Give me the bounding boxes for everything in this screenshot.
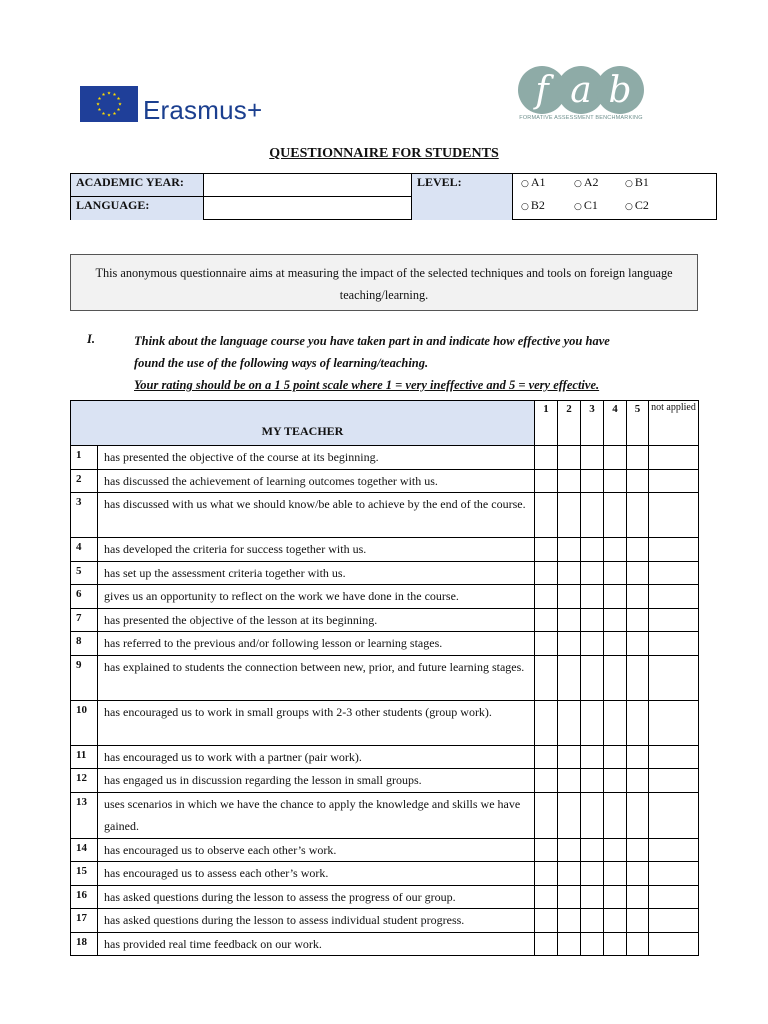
not-applied-cell[interactable]: [649, 655, 699, 700]
rating-cell-4[interactable]: [604, 585, 627, 609]
rating-cell-5[interactable]: [627, 885, 649, 909]
table-row: [71, 700, 699, 745]
question-text: has provided real time feedback on our work.: [98, 932, 535, 956]
rating-cell-4[interactable]: [604, 608, 627, 632]
not-applied-cell[interactable]: [649, 632, 699, 656]
table-row: [71, 655, 699, 700]
eu-flag-logo: [80, 86, 138, 122]
rating-cell-4[interactable]: [604, 700, 627, 745]
radio-circle-icon: ○: [574, 179, 582, 189]
radio-circle-icon: ○: [521, 202, 529, 212]
rating-cell-4[interactable]: [604, 469, 627, 493]
rating-cell-1[interactable]: [535, 655, 558, 700]
scale-header-5: 5: [627, 401, 649, 446]
rating-cell-4[interactable]: [604, 446, 627, 470]
questionnaire-table: [70, 400, 699, 956]
not-applied-cell[interactable]: [649, 769, 699, 793]
rating-cell-4[interactable]: [604, 885, 627, 909]
rating-cell-2[interactable]: [558, 745, 581, 769]
question-text: uses scenarios in which we have the chance to apply the knowledge and skills we have gained.: [98, 792, 535, 838]
rating-cell-1[interactable]: [535, 909, 558, 933]
rating-cell-2[interactable]: [558, 469, 581, 493]
rating-cell-1[interactable]: [535, 792, 558, 838]
rating-cell-1[interactable]: [535, 585, 558, 609]
question-text: has referred to the previous and/or following lesson or learning stages.: [98, 632, 535, 656]
table-row: [71, 745, 699, 769]
row-number: 9: [71, 655, 98, 700]
section-instructions: [134, 330, 704, 396]
rating-cell-2[interactable]: [558, 769, 581, 793]
rating-cell-2[interactable]: [558, 538, 581, 562]
academic-year-label: ACADEMIC YEAR:: [71, 174, 204, 197]
question-text: has asked questions during the lesson to assess the progress of our group.: [98, 885, 535, 909]
table-row: [71, 769, 699, 793]
rating-cell-4[interactable]: [604, 745, 627, 769]
table-row: [71, 632, 699, 656]
rating-cell-5[interactable]: [627, 585, 649, 609]
rating-cell-2[interactable]: [558, 700, 581, 745]
not-applied-cell[interactable]: [649, 538, 699, 562]
row-number: 4: [71, 538, 98, 562]
level-option-c1[interactable]: ○ C1: [574, 198, 598, 212]
row-number: 13: [71, 792, 98, 838]
not-applied-cell[interactable]: [649, 885, 699, 909]
table-header-row: [71, 401, 699, 446]
rating-cell-4[interactable]: [604, 792, 627, 838]
not-applied-cell[interactable]: [649, 700, 699, 745]
rating-cell-1[interactable]: [535, 632, 558, 656]
page-title: QUESTIONNAIRE FOR STUDENTS: [269, 146, 499, 161]
rating-cell-4[interactable]: [604, 909, 627, 933]
table-row: [71, 885, 699, 909]
scale-header-4: 4: [604, 401, 627, 446]
rating-cell-5[interactable]: [627, 493, 649, 538]
fab-subtitle: FORMATIVE ASSESSMENT BENCHMARKING: [519, 115, 643, 121]
rating-cell-1[interactable]: [535, 608, 558, 632]
rating-cell-5[interactable]: [627, 446, 649, 470]
not-applied-cell[interactable]: [649, 838, 699, 862]
rating-cell-5[interactable]: [627, 655, 649, 700]
rating-cell-5[interactable]: [627, 469, 649, 493]
question-text: has encouraged us to assess each other’s work.: [98, 862, 535, 886]
question-text: gives us an opportunity to reflect on the work we have done in the course.: [98, 585, 535, 609]
rating-cell-3[interactable]: [581, 862, 604, 886]
rating-cell-1[interactable]: [535, 885, 558, 909]
table-row: [71, 862, 699, 886]
svg-text:a: a: [570, 70, 592, 111]
not-applied-cell[interactable]: [649, 469, 699, 493]
rating-cell-3[interactable]: [581, 538, 604, 562]
table-row: [71, 538, 699, 562]
level-label: LEVEL:: [412, 174, 513, 220]
section-number: I.: [87, 332, 95, 346]
rating-cell-4[interactable]: [604, 632, 627, 656]
question-text: has set up the assessment criteria together with us.: [98, 561, 535, 585]
rating-cell-5[interactable]: [627, 932, 649, 956]
svg-text:f: f: [535, 70, 549, 111]
not-applied-cell[interactable]: [649, 608, 699, 632]
question-text: has discussed the achievement of learning outcomes together with us.: [98, 469, 535, 493]
table-row: [71, 469, 699, 493]
rating-cell-2[interactable]: [558, 909, 581, 933]
rating-cell-1[interactable]: [535, 561, 558, 585]
rating-cell-1[interactable]: [535, 932, 558, 956]
row-number: 14: [71, 838, 98, 862]
row-number: 1: [71, 446, 98, 470]
rating-cell-5[interactable]: [627, 838, 649, 862]
rating-cell-2[interactable]: [558, 655, 581, 700]
rating-cell-3[interactable]: [581, 493, 604, 538]
question-text: has presented the objective of the course at its beginning.: [98, 446, 535, 470]
rating-cell-4[interactable]: [604, 862, 627, 886]
table-row: [71, 493, 699, 538]
table-row: [71, 909, 699, 933]
level-option-a2[interactable]: ○ A2: [574, 175, 599, 189]
rating-cell-3[interactable]: [581, 885, 604, 909]
rating-cell-5[interactable]: [627, 909, 649, 933]
rating-cell-4[interactable]: [604, 538, 627, 562]
radio-circle-icon: ○: [521, 179, 529, 189]
scale-header-3: 3: [581, 401, 604, 446]
row-number: 16: [71, 885, 98, 909]
row-number: 15: [71, 862, 98, 886]
table-row: [71, 608, 699, 632]
rating-cell-2[interactable]: [558, 561, 581, 585]
not-applied-cell[interactable]: [649, 446, 699, 470]
not-applied-cell[interactable]: [649, 909, 699, 933]
row-number: 17: [71, 909, 98, 933]
language-label: LANGUAGE:: [71, 197, 204, 220]
not-applied-cell[interactable]: [649, 585, 699, 609]
svg-text:b: b: [608, 70, 632, 111]
rating-cell-2[interactable]: [558, 838, 581, 862]
question-text: has encouraged us to observe each other’s work.: [98, 838, 535, 862]
question-text: has engaged us in discussion regarding the lesson in small groups.: [98, 769, 535, 793]
radio-circle-icon: ○: [625, 202, 633, 212]
rating-cell-5[interactable]: [627, 632, 649, 656]
rating-cell-3[interactable]: [581, 792, 604, 838]
row-number: 10: [71, 700, 98, 745]
scale-header-2: 2: [558, 401, 581, 446]
anonymous-notice: This anonymous questionnaire aims at measuring the impact of the selected techniques and tools on foreign language teaching/learning.: [70, 254, 698, 311]
rating-cell-3[interactable]: [581, 745, 604, 769]
rating-cell-1[interactable]: [535, 700, 558, 745]
language-field[interactable]: [204, 197, 412, 220]
rating-cell-3[interactable]: [581, 838, 604, 862]
rating-cell-3[interactable]: [581, 561, 604, 585]
rating-cell-2[interactable]: [558, 608, 581, 632]
question-text: has developed the criteria for success together with us.: [98, 538, 535, 562]
radio-circle-icon: ○: [625, 179, 633, 189]
scale-header-1: 1: [535, 401, 558, 446]
not-applied-cell[interactable]: [649, 561, 699, 585]
rating-cell-5[interactable]: [627, 561, 649, 585]
table-row: [71, 792, 699, 838]
not-applied-cell[interactable]: [649, 792, 699, 838]
row-number: 12: [71, 769, 98, 793]
rating-cell-2[interactable]: [558, 493, 581, 538]
level-option-a1[interactable]: ○ A1: [521, 175, 546, 189]
not-applied-cell[interactable]: [649, 862, 699, 886]
rating-cell-1[interactable]: [535, 538, 558, 562]
rating-cell-2[interactable]: [558, 585, 581, 609]
table-row: [71, 585, 699, 609]
rating-cell-2[interactable]: [558, 862, 581, 886]
rating-cell-1[interactable]: [535, 838, 558, 862]
rating-cell-5[interactable]: [627, 769, 649, 793]
rating-cell-3[interactable]: [581, 655, 604, 700]
erasmus-plus-wordmark: Erasmus+: [143, 95, 263, 125]
row-number: 8: [71, 632, 98, 656]
row-number: 11: [71, 745, 98, 769]
rating-cell-4[interactable]: [604, 561, 627, 585]
rating-cell-5[interactable]: [627, 700, 649, 745]
row-number: 6: [71, 585, 98, 609]
row-number: 18: [71, 932, 98, 956]
rating-cell-1[interactable]: [535, 862, 558, 886]
rating-cell-3[interactable]: [581, 909, 604, 933]
rating-cell-1[interactable]: [535, 493, 558, 538]
rating-cell-4[interactable]: [604, 838, 627, 862]
rating-cell-3[interactable]: [581, 469, 604, 493]
rating-cell-3[interactable]: [581, 632, 604, 656]
question-text: has encouraged us to work in small groups with 2-3 other students (group work).: [98, 700, 535, 745]
level-option-b1[interactable]: ○ B1: [625, 175, 649, 189]
rating-cell-1[interactable]: [535, 469, 558, 493]
rating-cell-1[interactable]: [535, 446, 558, 470]
table-row: [71, 561, 699, 585]
level-option-b2[interactable]: ○ B2: [521, 198, 545, 212]
rating-cell-5[interactable]: [627, 862, 649, 886]
rating-cell-3[interactable]: [581, 608, 604, 632]
question-text: has presented the objective of the lesson at its beginning.: [98, 608, 535, 632]
rating-cell-4[interactable]: [604, 932, 627, 956]
rating-cell-2[interactable]: [558, 446, 581, 470]
table-row: [71, 932, 699, 956]
rating-cell-2[interactable]: [558, 932, 581, 956]
level-option-c2[interactable]: ○ C2: [625, 198, 649, 212]
my-teacher-header: MY TEACHER: [71, 401, 535, 446]
row-number: 3: [71, 493, 98, 538]
rating-cell-5[interactable]: [627, 538, 649, 562]
not-applied-header: not applied: [649, 401, 699, 446]
rating-cell-3[interactable]: [581, 585, 604, 609]
rating-cell-3[interactable]: [581, 446, 604, 470]
question-text: has encouraged us to work with a partner (pair work).: [98, 745, 535, 769]
info-table: [70, 173, 717, 220]
radio-circle-icon: ○: [574, 202, 582, 212]
rating-cell-2[interactable]: [558, 792, 581, 838]
rating-cell-2[interactable]: [558, 885, 581, 909]
rating-cell-5[interactable]: [627, 745, 649, 769]
level-options: [513, 174, 717, 219]
row-number: 7: [71, 608, 98, 632]
rating-cell-5[interactable]: [627, 792, 649, 838]
rating-cell-3[interactable]: [581, 700, 604, 745]
not-applied-cell[interactable]: [649, 493, 699, 538]
rating-cell-3[interactable]: [581, 932, 604, 956]
rating-scale-instruction: Your rating should be on a 1 5 point scale where 1 = very ineffective and 5 = very effective.: [134, 378, 600, 392]
rating-cell-4[interactable]: [604, 655, 627, 700]
row-number: 2: [71, 469, 98, 493]
academic-year-field[interactable]: [204, 174, 412, 197]
rating-cell-1[interactable]: [535, 745, 558, 769]
rating-cell-1[interactable]: [535, 769, 558, 793]
rating-cell-4[interactable]: [604, 493, 627, 538]
rating-cell-3[interactable]: [581, 769, 604, 793]
not-applied-cell[interactable]: [649, 932, 699, 956]
question-text: has discussed with us what we should know/be able to achieve by the end of the course.: [98, 493, 535, 538]
not-applied-cell[interactable]: [649, 745, 699, 769]
rating-cell-5[interactable]: [627, 608, 649, 632]
instruction-line: found the use of the following ways of learning/teaching.: [134, 356, 429, 370]
question-text: has asked questions during the lesson to assess individual student progress.: [98, 909, 535, 933]
rating-cell-2[interactable]: [558, 632, 581, 656]
row-number: 5: [71, 561, 98, 585]
table-row: [71, 446, 699, 470]
instruction-line: Think about the language course you have taken part in and indicate how effective you have: [134, 334, 610, 348]
question-text: has explained to students the connection between new, prior, and future learning stages.: [98, 655, 535, 700]
table-row: [71, 838, 699, 862]
rating-cell-4[interactable]: [604, 769, 627, 793]
